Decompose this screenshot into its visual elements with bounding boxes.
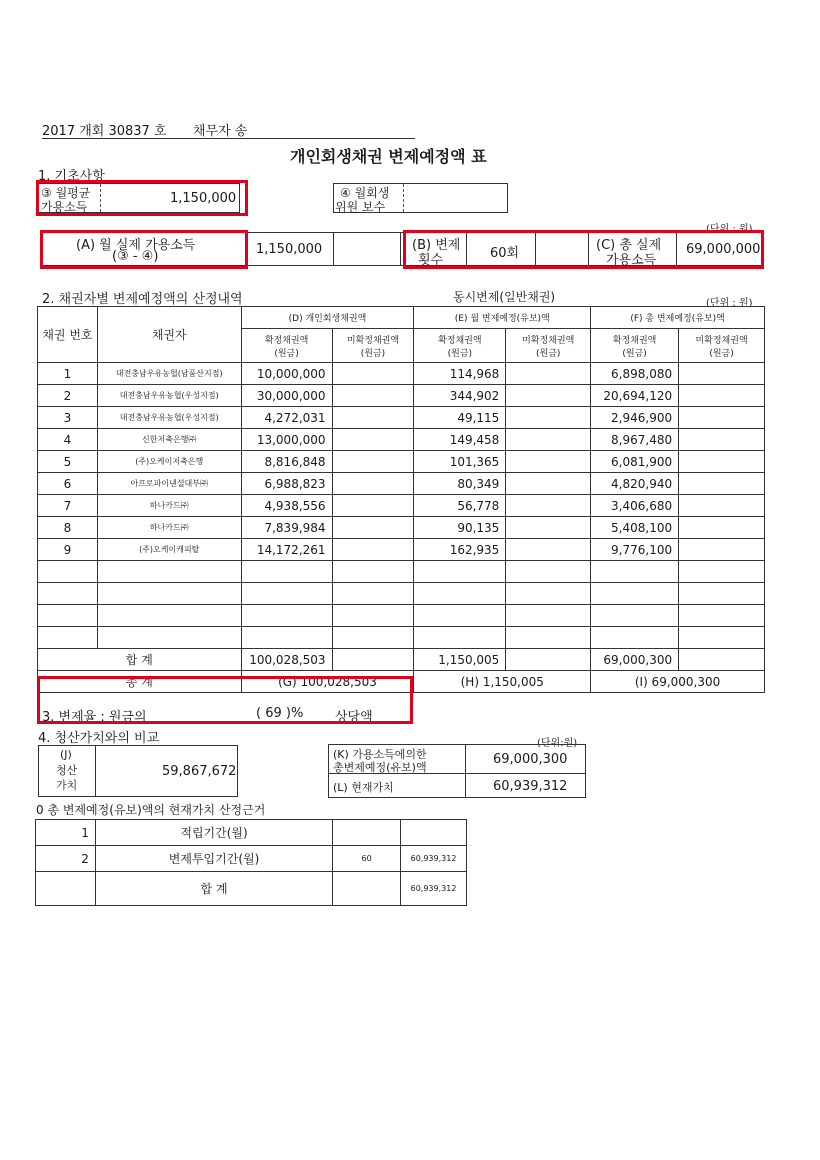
row-f-unconfirmed	[679, 429, 765, 451]
pv-sum-no	[36, 872, 96, 906]
row-f-unconfirmed	[679, 495, 765, 517]
pv-row-no: 1	[36, 820, 96, 846]
K-label: (K) 가용소득에의한	[333, 748, 427, 761]
row-f-confirmed: 4,820,940	[591, 473, 679, 495]
A-label: (A) 월 실제 가용소득	[76, 238, 196, 253]
row-d-confirmed: 30,000,000	[241, 385, 332, 407]
row-e-unconfirmed	[506, 429, 591, 451]
row-d-confirmed: 14,172,261	[241, 539, 332, 561]
col-no-header: 채권 번호	[38, 307, 98, 363]
row-no: 2	[38, 385, 98, 407]
table-row	[38, 561, 765, 583]
J-label-2: 청산	[56, 764, 78, 777]
row-creditor: (주)오케이저축은행	[97, 451, 241, 473]
row-f-unconfirmed	[679, 539, 765, 561]
total-h: (H) 1,150,005	[414, 671, 591, 693]
row-d-unconfirmed	[332, 495, 414, 517]
row-e-unconfirmed	[506, 561, 591, 583]
section5-heading: 0 총 변제예정(유보)액의 현재가치 산정근거	[36, 803, 266, 817]
row-f-confirmed: 9,776,100	[591, 539, 679, 561]
highlight-B-C	[403, 230, 764, 269]
row-e-unconfirmed	[506, 451, 591, 473]
row-e-confirmed: 90,135	[414, 517, 506, 539]
highlight-total-rate	[37, 676, 413, 724]
row-creditor: 하나카드㈜	[97, 517, 241, 539]
highlight-A	[40, 230, 248, 269]
repayment-method: 동시변제(일반채권)	[453, 290, 556, 304]
row-d-confirmed	[241, 583, 332, 605]
row-creditor	[97, 583, 241, 605]
row-d-unconfirmed	[332, 407, 414, 429]
section2-heading: 2. 채권자별 변제예정액의 산정내역	[42, 292, 243, 307]
row-d-confirmed: 10,000,000	[241, 363, 332, 385]
total-g: (G) 100,028,503	[241, 671, 414, 693]
debtor-name: 채무자 송	[193, 124, 248, 139]
present-value-table	[35, 819, 467, 906]
row-e-unconfirmed	[506, 627, 591, 649]
row-e-unconfirmed	[506, 385, 591, 407]
table-row	[38, 605, 765, 627]
creditor-table	[37, 306, 765, 693]
row-d-confirmed	[241, 627, 332, 649]
row-e-confirmed: 114,968	[414, 363, 506, 385]
row-creditor	[97, 627, 241, 649]
table-row	[38, 473, 765, 495]
table-row	[38, 385, 765, 407]
row-e-confirmed: 56,778	[414, 495, 506, 517]
col-D-header: (D) 개인회생채권액	[241, 307, 414, 329]
row-d-unconfirmed	[332, 451, 414, 473]
sum-d: 100,028,503	[241, 649, 332, 671]
avg-income-value: 1,150,000	[170, 191, 237, 206]
section4-heading: 4. 청산가치와의 비교	[38, 731, 160, 746]
section4-unit: (단위:원)	[537, 738, 578, 749]
col-E-header: (E) 월 변제예정(유보)액	[414, 307, 591, 329]
row-d-confirmed: 4,938,556	[241, 495, 332, 517]
row-d-confirmed: 4,272,031	[241, 407, 332, 429]
row-creditor: 대전충남우유농협(우성지점)	[97, 385, 241, 407]
row-creditor: (주)오케이캐피탈	[97, 539, 241, 561]
sum-e: 1,150,005	[414, 649, 506, 671]
row-f-unconfirmed	[679, 407, 765, 429]
avg-income-label-2: 가용소득	[41, 200, 88, 214]
sub-unconfirmed-label: 미확정채권액	[522, 335, 575, 346]
row-e-confirmed: 149,458	[414, 429, 506, 451]
sub-principal-label: (원금)	[622, 348, 647, 359]
rate-suffix: 상당액	[335, 710, 373, 725]
sub-confirmed-label: 확정채권액	[612, 335, 657, 346]
row-d-unconfirmed	[332, 429, 414, 451]
J-label: (J)	[60, 748, 72, 761]
row-f-confirmed	[591, 627, 679, 649]
section1-unit: (단위 : 원)	[706, 224, 753, 235]
case-number: 2017 개회 30837 호	[42, 124, 167, 139]
B-label-2: 횟수	[418, 253, 444, 268]
avg-income-label: ③ 월평균	[41, 186, 91, 200]
row-e-confirmed: 101,365	[414, 451, 506, 473]
list-item	[36, 846, 467, 872]
total-label: 총 계	[38, 671, 242, 693]
section1-heading: 1. 기초사항	[38, 169, 105, 184]
sub-confirmed-label: 확정채권액	[264, 335, 309, 346]
L-value: 60,939,312	[493, 779, 568, 794]
row-f-unconfirmed	[679, 583, 765, 605]
row-d-confirmed: 8,816,848	[241, 451, 332, 473]
pv-row-value: 60,939,312	[401, 846, 467, 872]
table-row	[38, 627, 765, 649]
row-d-unconfirmed	[332, 385, 414, 407]
sub-header-d-confirmed	[241, 329, 332, 363]
col-creditor-header: 채권자	[97, 307, 241, 363]
row-no: 9	[38, 539, 98, 561]
table-row	[38, 583, 765, 605]
row-f-unconfirmed	[679, 473, 765, 495]
pv-row-months: 60	[333, 846, 401, 872]
row-f-unconfirmed	[679, 517, 765, 539]
sub-principal-label: (원금)	[447, 348, 473, 359]
row-creditor	[97, 605, 241, 627]
sub-confirmed-label: 확정채권액	[438, 335, 482, 346]
row-d-confirmed: 6,988,823	[241, 473, 332, 495]
row-f-unconfirmed	[679, 627, 765, 649]
row-d-unconfirmed	[332, 517, 414, 539]
table-row	[38, 539, 765, 561]
row-no: 8	[38, 517, 98, 539]
row-d-unconfirmed	[332, 561, 414, 583]
B-label: (B) 변제	[412, 238, 461, 253]
J-label-3: 가치	[56, 779, 78, 792]
C-value: 69,000,000	[686, 242, 761, 257]
row-no	[38, 605, 98, 627]
row-no	[38, 561, 98, 583]
list-item	[36, 820, 467, 846]
pv-row-months	[333, 820, 401, 846]
sum-d-unconfirmed	[332, 649, 414, 671]
table-row	[38, 363, 765, 385]
row-e-unconfirmed	[506, 363, 591, 385]
sub-header-f-unconfirmed	[679, 329, 765, 363]
sub-header-e-confirmed	[414, 329, 506, 363]
sum-f-unconfirmed	[679, 649, 765, 671]
sub-principal-label: (원금)	[360, 348, 386, 359]
sub-principal-label: (원금)	[709, 348, 734, 359]
sub-header-d-unconfirmed	[332, 329, 414, 363]
trustee-fee-label-2: 위원 보수	[335, 200, 386, 214]
K-label-2: 총변제예정(유보)액	[333, 761, 427, 774]
rate-text: 3. 변제율 : 원금의	[42, 710, 147, 725]
pv-sum-months	[333, 872, 401, 906]
row-f-confirmed	[591, 561, 679, 583]
row-f-unconfirmed	[679, 385, 765, 407]
sub-unconfirmed-label: 미확정채권액	[346, 335, 400, 346]
K-value: 69,000,300	[493, 752, 568, 767]
row-d-unconfirmed	[332, 363, 414, 385]
A-label-2: (③ - ④)	[112, 249, 159, 264]
row-d-unconfirmed	[332, 605, 414, 627]
row-e-confirmed	[414, 605, 506, 627]
row-e-unconfirmed	[506, 517, 591, 539]
J-value: 59,867,672	[162, 764, 237, 779]
table-row	[38, 495, 765, 517]
row-d-confirmed: 13,000,000	[241, 429, 332, 451]
row-f-confirmed: 6,081,900	[591, 451, 679, 473]
row-d-unconfirmed	[332, 583, 414, 605]
sub-header-e-unconfirmed	[506, 329, 591, 363]
sum-e-unconfirmed	[506, 649, 591, 671]
sub-unconfirmed-label: 미확정채권액	[695, 335, 748, 346]
section2-unit: (단위 : 원)	[706, 298, 753, 309]
sub-principal-label: (원금)	[274, 348, 299, 359]
pv-sum-value: 60,939,312	[401, 872, 467, 906]
row-no	[38, 627, 98, 649]
row-f-confirmed: 6,898,080	[591, 363, 679, 385]
pv-row-label: 적립기간(월)	[95, 820, 332, 846]
row-no: 6	[38, 473, 98, 495]
row-creditor: 신한저축은행㈜	[97, 429, 241, 451]
row-e-confirmed: 80,349	[414, 473, 506, 495]
row-e-confirmed	[414, 561, 506, 583]
C-label-2: 가용소득	[606, 253, 657, 268]
rate-value: ( 69 )%	[256, 706, 304, 721]
pv-row-value	[401, 820, 467, 846]
row-d-confirmed: 7,839,984	[241, 517, 332, 539]
sum-label: 합 계	[38, 649, 242, 671]
row-d-unconfirmed	[332, 627, 414, 649]
row-e-confirmed	[414, 583, 506, 605]
sub-header-f-confirmed	[591, 329, 679, 363]
row-no: 1	[38, 363, 98, 385]
table-row	[38, 451, 765, 473]
row-f-unconfirmed	[679, 605, 765, 627]
row-f-confirmed: 20,694,120	[591, 385, 679, 407]
sum-f: 69,000,300	[591, 649, 679, 671]
row-e-unconfirmed	[506, 473, 591, 495]
row-e-confirmed: 344,902	[414, 385, 506, 407]
row-e-confirmed: 49,115	[414, 407, 506, 429]
row-f-confirmed: 3,406,680	[591, 495, 679, 517]
row-no: 3	[38, 407, 98, 429]
total-i: (I) 69,000,300	[591, 671, 765, 693]
row-e-unconfirmed	[506, 605, 591, 627]
row-creditor: 대전충남우유농협(남품산지점)	[97, 363, 241, 385]
table-row	[38, 429, 765, 451]
page-title: 개인회생채권 변제예정액 표	[290, 147, 487, 166]
row-e-confirmed: 162,935	[414, 539, 506, 561]
trustee-fee-label: ④ 월회생	[340, 186, 390, 200]
row-creditor: 아프로파이낸셜대부㈜	[97, 473, 241, 495]
table-row	[38, 517, 765, 539]
pv-sum-label: 합 계	[95, 872, 332, 906]
row-f-unconfirmed	[679, 561, 765, 583]
row-creditor: 하나카드㈜	[97, 495, 241, 517]
col-F-header: (F) 총 변제예정(유보)액	[591, 307, 765, 329]
row-e-unconfirmed	[506, 583, 591, 605]
row-no: 5	[38, 451, 98, 473]
row-d-unconfirmed	[332, 539, 414, 561]
row-f-confirmed: 5,408,100	[591, 517, 679, 539]
pv-row-no: 2	[36, 846, 96, 872]
row-d-unconfirmed	[332, 473, 414, 495]
row-f-confirmed: 8,967,480	[591, 429, 679, 451]
A-value: 1,150,000	[256, 242, 323, 257]
row-no: 7	[38, 495, 98, 517]
row-e-unconfirmed	[506, 495, 591, 517]
header-rule	[42, 138, 415, 139]
row-no: 4	[38, 429, 98, 451]
row-e-unconfirmed	[506, 539, 591, 561]
row-f-unconfirmed	[679, 363, 765, 385]
row-f-unconfirmed	[679, 451, 765, 473]
row-f-confirmed: 2,946,900	[591, 407, 679, 429]
row-creditor: 대전충남우유농협(우성지점)	[97, 407, 241, 429]
row-d-confirmed	[241, 605, 332, 627]
pv-row-label: 변제투입기간(월)	[95, 846, 332, 872]
row-creditor	[97, 561, 241, 583]
row-f-confirmed	[591, 605, 679, 627]
C-label: (C) 총 실제	[596, 238, 662, 253]
sub-principal-label: (원금)	[536, 348, 561, 359]
L-label: (L) 현재가치	[333, 781, 394, 794]
row-f-confirmed	[591, 583, 679, 605]
highlight-avg-income	[36, 180, 248, 216]
row-e-confirmed	[414, 627, 506, 649]
B-value: 60회	[490, 246, 520, 261]
row-e-unconfirmed	[506, 407, 591, 429]
row-d-confirmed	[241, 561, 332, 583]
row-no	[38, 583, 98, 605]
table-row	[38, 407, 765, 429]
